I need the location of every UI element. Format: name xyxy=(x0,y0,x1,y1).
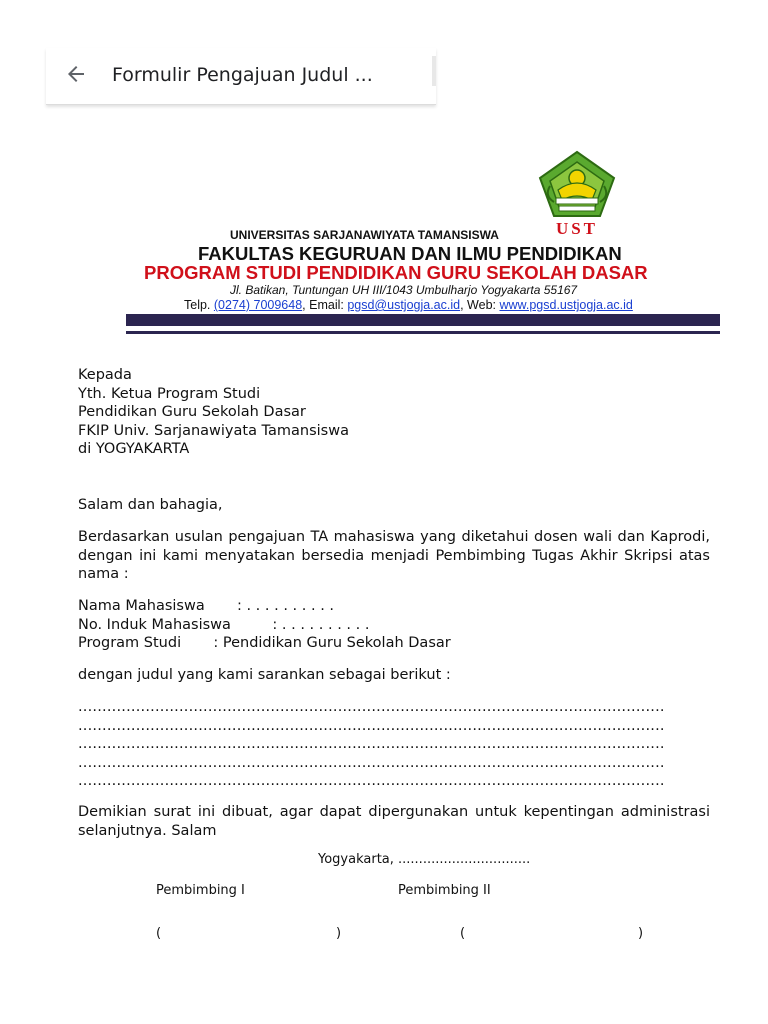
signature-bracket-close: ) xyxy=(638,926,644,941)
dotted-line: .......................................................................................................................... xyxy=(78,754,665,771)
website-link[interactable]: www.pgsd.ustjogja.ac.id xyxy=(499,298,633,312)
recipient-block xyxy=(78,366,349,459)
phone-link[interactable]: (0274) 7009648 xyxy=(213,298,303,312)
closing-paragraph: Demikian surat ini dibuat, agar dapat dipergunakan untuk kepentingan administrasi selanjutnya. Salam xyxy=(78,804,710,839)
title-dotted-lines xyxy=(78,698,665,791)
student-fields xyxy=(78,597,451,653)
contact-line: Telp. (0274) 7009648, Email: pgsd@ustjogja.ac.id, Web: www.pgsd.ustjogja.ac.id xyxy=(184,298,633,312)
dotted-line: .......................................................................................................................... xyxy=(78,717,665,734)
date-line: Yogyakarta, ................................ xyxy=(318,852,531,867)
document-title: Formulir Pengajuan Judul ... xyxy=(112,64,373,86)
letterhead-divider-thick xyxy=(126,314,720,326)
dotted-line: .......................................................................................................................... xyxy=(78,773,665,789)
intro-paragraph: Berdasarkan usulan pengajuan TA mahasiswa yang diketahui dosen wali dan Kaprodi, dengan ini kami menyatakan bersedia menjadi Pembimbing Tugas Akhir Skripsi atas nama : xyxy=(78,529,710,582)
field-student-name: Nama Mahasiswa : . . . . . . . . . . xyxy=(78,598,335,614)
title-intro: dengan judul yang kami sarankan sebagai berikut : xyxy=(78,667,451,683)
letterhead-divider-thin xyxy=(126,331,720,334)
supervisor-2-label: Pembimbing II xyxy=(398,883,491,898)
recipient-line: Yth. Ketua Program Studi xyxy=(78,385,261,402)
recipient-line: Pendidikan Guru Sekolah Dasar xyxy=(78,404,306,420)
program-name: PROGRAM STUDI PENDIDIKAN GURU SEKOLAH DASAR xyxy=(144,262,648,283)
recipient-line: FKIP Univ. Sarjanawiyata Tamansiswa xyxy=(78,422,349,439)
university-name: UNIVERSITAS SARJANAWIYATA TAMANSISWA xyxy=(230,228,499,242)
recipient-line: Kepada xyxy=(78,367,132,383)
email-link[interactable]: pgsd@ustjogja.ac.id xyxy=(347,298,461,312)
faculty-name: FAKULTAS KEGURUAN DAN ILMU PENDIDIKAN xyxy=(198,243,622,264)
field-student-id: No. Induk Mahasiswa : . . . . . . . . . . xyxy=(78,616,370,633)
recipient-line: di YOGYAKARTA xyxy=(78,441,190,457)
signature-bracket-close: ) xyxy=(336,926,342,941)
supervisor-1-label: Pembimbing I xyxy=(156,883,245,898)
dotted-line: .......................................................................................................................... xyxy=(78,736,665,752)
signature-bracket-open: ( xyxy=(460,926,466,941)
app-bar-edge xyxy=(432,56,436,86)
field-study-program: Program Studi : Pendidikan Guru Sekolah Dasar xyxy=(78,635,451,651)
app-bar xyxy=(46,48,436,105)
logo-lettering: UST xyxy=(555,219,599,238)
signature-bracket-open: ( xyxy=(156,926,162,941)
greeting: Salam dan bahagia, xyxy=(78,497,223,513)
university-logo xyxy=(536,150,618,240)
dotted-line: .......................................................................................................................... xyxy=(78,699,665,715)
arrow-back-icon[interactable] xyxy=(64,62,88,86)
address-line: Jl. Batikan, Tuntungan UH III/1043 Umbulharjo Yogyakarta 55167 xyxy=(230,283,578,297)
